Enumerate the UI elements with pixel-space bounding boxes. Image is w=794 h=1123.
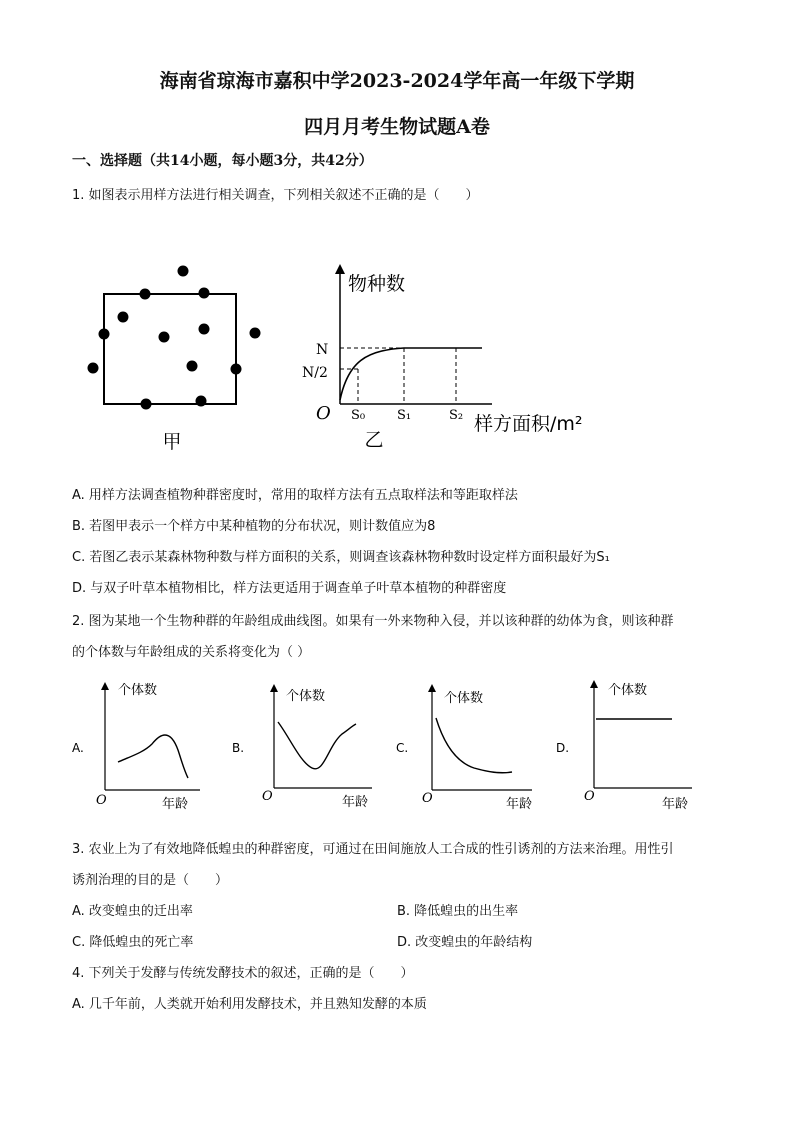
y-tick-n: N — [316, 342, 329, 358]
chart-b-ylabel: 个体数 — [286, 689, 326, 704]
q1-option-a: A. 用样方法调查植物种群密度时，常用的取样方法有五点取样法和等距取样法 — [72, 488, 518, 503]
chart-a — [72, 682, 200, 812]
chart-c-xlabel: 年龄 — [506, 797, 533, 812]
chart-b-letter: B. — [232, 741, 245, 755]
chart-c-ylabel: 个体数 — [444, 691, 484, 706]
q3-option-b: B. 降低蝗虫的出生率 — [397, 904, 519, 919]
chart-b-curve — [278, 722, 356, 769]
chart-a-xlabel: 年龄 — [162, 797, 189, 812]
question-3-stem-line1: 3. 农业上为了有效地降低蝗虫的种群密度，可通过在田间施放人工合成的性引诱剂的方法来治理。用性引 — [72, 842, 674, 857]
chart-c-curve — [436, 718, 512, 773]
chart-d-ylabel: 个体数 — [608, 683, 648, 698]
question-1-stem: 1. 如图表示用样方法进行相关调查，下列相关叙述不正确的是（ ） — [72, 188, 479, 203]
q1-option-d: D. 与双子叶草本植物相比，样方法更适用于调查单子叶草本植物的种群密度 — [72, 581, 507, 596]
chart-b-origin: O — [262, 789, 273, 804]
figure-jia — [80, 258, 280, 458]
page-title: 海南省琼海市嘉积中学2023-2024学年高一年级下学期 — [159, 70, 635, 92]
q3-option-a: A. 改变蝗虫的迁出率 — [72, 904, 193, 919]
chart-d — [556, 680, 692, 812]
origin-label: O — [316, 403, 331, 424]
q3-option-d: D. 改变蝗虫的年龄结构 — [397, 935, 533, 950]
chart-b — [232, 684, 372, 810]
q4-option-a: A. 几千年前，人类就开始利用发酵技术，并且熟知发酵的本质 — [72, 997, 427, 1012]
x-tick-s1: S₁ — [396, 408, 412, 423]
chart-b-xlabel: 年龄 — [342, 795, 369, 810]
q1-option-c: C. 若图乙表示某森林物种数与样方面积的关系，则调查该森林物种数时设定样方面积最好为S₁ — [72, 550, 610, 565]
chart-a-origin: O — [96, 793, 107, 808]
question-2-stem-line2: 的个体数与年龄组成的关系将变化为（ ） — [72, 645, 311, 660]
question-2-stem-line1: 2. 图为某地一个生物种群的年龄组成曲线图。如果有一外来物种入侵，并以该种群的幼体为食，则该种群 — [72, 614, 674, 629]
species-curve — [340, 348, 482, 400]
plant-dots — [88, 266, 261, 410]
chart-d-letter: D. — [556, 741, 570, 755]
y-axis-label: 物种数 — [348, 273, 406, 295]
y-tick-half-n: N/2 — [302, 365, 328, 381]
chart-a-letter: A. — [72, 741, 84, 755]
chart-a-curve — [118, 735, 188, 778]
figure-jia-caption: 甲 — [162, 431, 182, 453]
chart-c-origin: O — [422, 791, 433, 806]
section-heading: 一、选择题（共14小题，每小题3分，共42分） — [72, 153, 373, 169]
y-axis-arrow — [335, 264, 345, 274]
x-axis-label: 样方面积/m² — [474, 413, 583, 435]
page-subtitle: 四月月考生物试题A卷 — [304, 116, 490, 138]
chart-c — [396, 684, 532, 812]
x-tick-s2: S₂ — [448, 408, 464, 423]
sample-plot-square — [104, 294, 236, 404]
question-4-stem: 4. 下列关于发酵与传统发酵技术的叙述，正确的是（ ） — [72, 966, 414, 981]
q3-option-c: C. 降低蝗虫的死亡率 — [72, 935, 194, 950]
chart-c-letter: C. — [396, 741, 409, 755]
question-3-stem-line2: 诱剂治理的目的是（ ） — [72, 873, 229, 888]
chart-a-ylabel: 个体数 — [118, 683, 158, 698]
chart-d-origin: O — [584, 789, 595, 804]
q2-age-charts — [60, 676, 740, 816]
figure-yi-caption: 乙 — [364, 429, 384, 451]
figure-yi — [296, 262, 616, 462]
q1-option-b: B. 若图甲表示一个样方中某种植物的分布状况，则计数值应为8 — [72, 519, 436, 534]
x-tick-s0: S₀ — [350, 408, 366, 423]
chart-d-xlabel: 年龄 — [662, 797, 689, 812]
